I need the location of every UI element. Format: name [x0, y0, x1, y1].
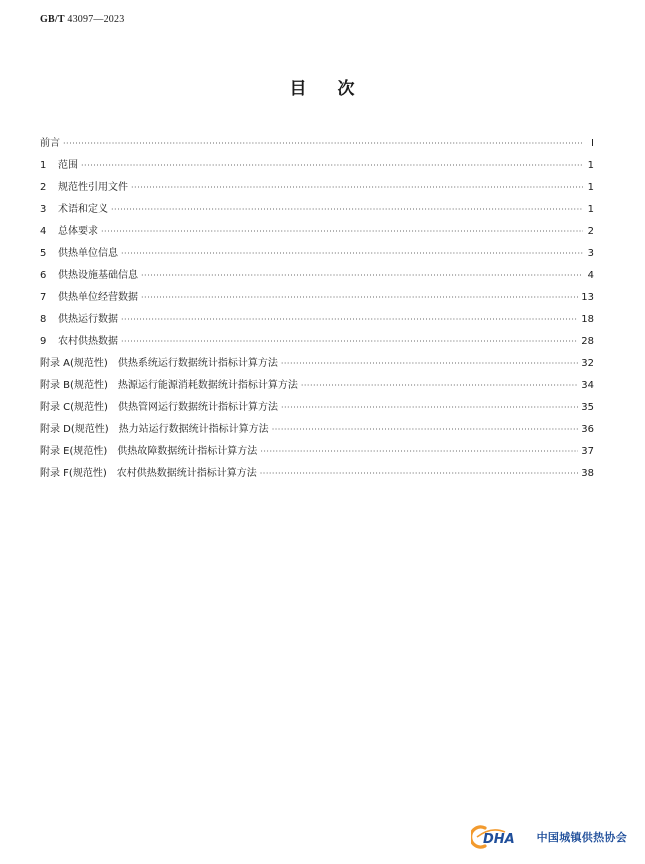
toc-entry-page: 4 — [587, 270, 594, 281]
toc-entry-number: 8 — [40, 314, 47, 325]
toc-dot-leader — [101, 221, 583, 243]
table-of-contents — [40, 133, 594, 485]
toc-entry-page: 34 — [581, 380, 594, 391]
toc-dot-leader — [281, 353, 578, 375]
toc-dot-leader — [81, 155, 583, 177]
toc-dot-leader — [131, 177, 583, 199]
toc-entry-label: 附录 A(规范性) 供热系统运行数据统计指标计算方法 — [40, 358, 278, 369]
toc-entry-number: 7 — [40, 292, 47, 303]
toc-entry-page: 18 — [581, 314, 594, 325]
toc-entry-label: 供热设施基础信息 — [58, 270, 138, 281]
toc-entry-number: 3 — [40, 204, 47, 215]
toc-entry-label: 供热单位经营数据 — [58, 292, 138, 303]
toc-entry[interactable] — [40, 441, 594, 463]
toc-dot-leader — [272, 419, 579, 441]
toc-entry[interactable] — [40, 265, 594, 287]
toc-entry-label: 附录 E(规范性) 供热故障数据统计指标计算方法 — [40, 446, 258, 457]
standard-number: 43097—2023 — [67, 14, 125, 25]
toc-entry-page: 13 — [581, 292, 594, 303]
toc-entry-page: 28 — [581, 336, 594, 347]
toc-entry-page: 36 — [581, 424, 594, 435]
toc-entry[interactable] — [40, 353, 594, 375]
toc-entry[interactable] — [40, 177, 594, 199]
toc-dot-leader — [260, 463, 579, 485]
toc-dot-leader — [63, 133, 583, 155]
toc-entry-number: 2 — [40, 182, 47, 193]
toc-entry-page: Ⅰ — [591, 138, 594, 149]
toc-entry-label: 总体要求 — [58, 226, 98, 237]
toc-entry-label: 术语和定义 — [58, 204, 108, 215]
toc-entry[interactable] — [40, 155, 594, 177]
toc-entry[interactable] — [40, 463, 594, 485]
toc-dot-leader — [141, 265, 583, 287]
toc-dot-leader — [141, 287, 578, 309]
toc-entry-number: 6 — [40, 270, 47, 281]
toc-entry[interactable] — [40, 419, 594, 441]
toc-dot-leader — [121, 331, 578, 353]
document-code — [40, 14, 124, 25]
toc-dot-leader — [121, 243, 583, 265]
toc-dot-leader — [281, 397, 578, 419]
toc-entry-page: 1 — [587, 204, 594, 215]
svg-text:DHA: DHA — [482, 832, 515, 847]
toc-entry[interactable] — [40, 309, 594, 331]
toc-entry-label: 附录 F(规范性) 农村供热数据统计指标计算方法 — [40, 468, 257, 479]
organization-name: 中国城镇供热协会 — [536, 831, 627, 844]
toc-entry[interactable] — [40, 287, 594, 309]
standard-prefix: GB/T — [40, 14, 65, 25]
toc-entry-number: 1 — [40, 160, 47, 171]
toc-entry[interactable] — [40, 221, 594, 243]
toc-entry-label: 附录 B(规范性) 热源运行能源消耗数据统计指标计算方法 — [40, 380, 298, 391]
toc-dot-leader — [301, 375, 578, 397]
toc-dot-leader — [121, 309, 578, 331]
toc-entry[interactable] — [40, 397, 594, 419]
toc-entry-page: 38 — [581, 468, 594, 479]
toc-entry[interactable] — [40, 133, 594, 155]
toc-entry[interactable] — [40, 243, 594, 265]
toc-entry-label: 供热运行数据 — [58, 314, 118, 325]
toc-entry-page: 1 — [587, 182, 594, 193]
toc-entry-label: 供热单位信息 — [58, 248, 118, 259]
toc-entry-label: 农村供热数据 — [58, 336, 118, 347]
toc-entry-label: 范围 — [58, 160, 78, 171]
toc-entry[interactable] — [40, 331, 594, 353]
toc-entry-page: 32 — [581, 358, 594, 369]
toc-entry-number: 4 — [40, 226, 47, 237]
toc-entry-label: 附录 D(规范性) 热力站运行数据统计指标计算方法 — [40, 424, 269, 435]
toc-dot-leader — [260, 441, 578, 463]
cdha-logo-icon — [471, 824, 535, 850]
page-title — [0, 74, 645, 99]
toc-entry[interactable] — [40, 199, 594, 221]
toc-dot-leader — [111, 199, 583, 221]
toc-entry[interactable] — [40, 375, 594, 397]
toc-entry-page: 35 — [581, 402, 594, 413]
title-char-1: 目 — [289, 79, 308, 99]
title-char-2: 次 — [337, 79, 356, 99]
toc-entry-label: 规范性引用文件 — [58, 182, 128, 193]
toc-entry-page: 3 — [587, 248, 594, 259]
toc-entry-page: 2 — [587, 226, 594, 237]
toc-entry-page: 1 — [587, 160, 594, 171]
toc-entry-number: 5 — [40, 248, 47, 259]
toc-entry-label: 前言 — [40, 138, 60, 149]
toc-entry-number: 9 — [40, 336, 47, 347]
footer-logo — [471, 824, 627, 850]
toc-entry-label: 附录 C(规范性) 供热管网运行数据统计指标计算方法 — [40, 402, 278, 413]
toc-entry-page: 37 — [581, 446, 594, 457]
